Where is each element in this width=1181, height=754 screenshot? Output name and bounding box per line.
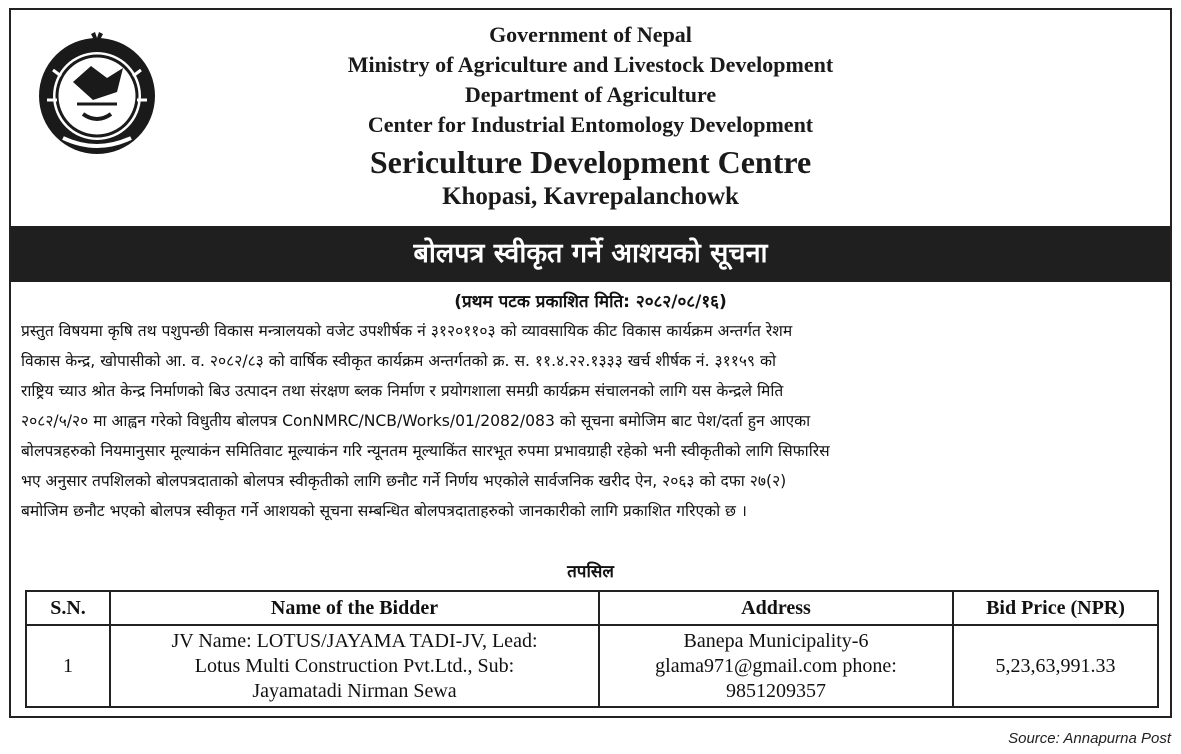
header-address: Address: [599, 591, 953, 625]
table-row: [26, 625, 1158, 707]
source-credit: Source: Annapurna Post: [1008, 730, 1171, 747]
schedule-heading: तपसिल: [567, 562, 614, 582]
body-line: प्रस्तुत विषयमा कृषि तथ पशुपन्छी विकास मन्त्रालयको वजेट उपशीर्षक नं ३१२०११०३ को व्यावसायिक कीट विकास कार्यक्रम अन्तर्गत रेशम: [21, 322, 793, 340]
notice-body: [21, 316, 1160, 526]
center-line: Center for Industrial Entomology Development: [367, 112, 814, 137]
table-header-row: [26, 591, 1158, 625]
department-line: Department of Agriculture: [464, 82, 717, 107]
header-bid-price: Bid Price (NPR): [953, 591, 1158, 625]
body-line: राष्ट्रिय च्याउ श्रोत केन्द्र निर्माणको बिउ उत्पादन तथा संरक्षण ब्लक निर्माण र प्रयोगशाला समग्री कार्यक्रम संचालनको लागि यस केन्द्रले मिति: [21, 382, 784, 400]
bidder-table: [25, 590, 1159, 708]
header-bidder: Name of the Bidder: [110, 591, 599, 625]
address-line: glama971@gmail.com phone:: [655, 654, 897, 677]
government-line: Government of Nepal: [489, 22, 692, 47]
body-line: बोलपत्रहरुको नियमानुसार मूल्याकंन समितिवाट मूल्याकंन गरि न्यूनतम मूल्याकिंत सारभूत रुपमा प्रभावग्राही रहेको भनी स्वीकृतीको लागि सिफारिस: [21, 442, 830, 460]
body-line: भए अनुसार तपशिलको बोलपत्रदाताको बोलपत्र स्वीकृतीको लागि छनौट गर्ने निर्णय भएकोले सार्वजनिक खरीद ऐन, २०६३ को दफा २७(२): [21, 472, 787, 490]
body-line: २०८२/५/२० मा आह्वन गरेको विधुतीय बोलपत्र ConNMRC/NCB/Works/01/2082/083 को सूचना बमोजिम बाट पेश/दर्ता हुन आएका: [21, 412, 811, 430]
bidder-line: Jayamatadi Nirman Sewa: [252, 679, 457, 702]
cell-address: [599, 625, 953, 707]
cell-bid-price: 5,23,63,991.33: [953, 625, 1158, 707]
bidder-line: JV Name: LOTUS/JAYAMA TADI-JV, Lead:: [171, 629, 538, 652]
header-sn: S.N.: [26, 591, 110, 625]
ministry-line: Ministry of Agriculture and Livestock Development: [347, 52, 834, 77]
notice-frame: [9, 8, 1172, 718]
published-date: (प्रथम पटक प्रकाशित मिति: २०८२/०८/१६): [454, 292, 727, 312]
body-line: बमोजिम छनौट भएको बोलपत्र स्वीकृत गर्ने आशयको सूचना सम्बन्धित बोलपत्रदाताहरुको जानकारीको लागि प्रकाशित गरिएको छ ।: [21, 502, 747, 520]
cell-bidder: [110, 625, 599, 707]
office-location: Khopasi, Kavrepalanchowk: [442, 183, 739, 210]
body-line: विकास केन्द्र, खोपासीको आ. व. २०८२/८३ को वार्षिक स्वीकृत कार्यक्रम अन्तर्गतको क्र. स. ११.४.२२.१३३३ खर्च शीर्षक नं. ३११५९ को: [21, 352, 777, 370]
office-name: Sericulture Development Centre: [369, 144, 812, 180]
address-line: 9851209357: [726, 679, 826, 702]
address-line: Banepa Municipality-6: [683, 629, 869, 652]
notice-title: बोलपत्र स्वीकृत गर्ने आशयको सूचना: [413, 238, 768, 269]
cell-sn: 1: [26, 625, 110, 707]
header: [11, 20, 1170, 212]
bidder-line: Lotus Multi Construction Pvt.Ltd., Sub:: [194, 654, 515, 677]
notice-title-bar: [11, 226, 1170, 282]
